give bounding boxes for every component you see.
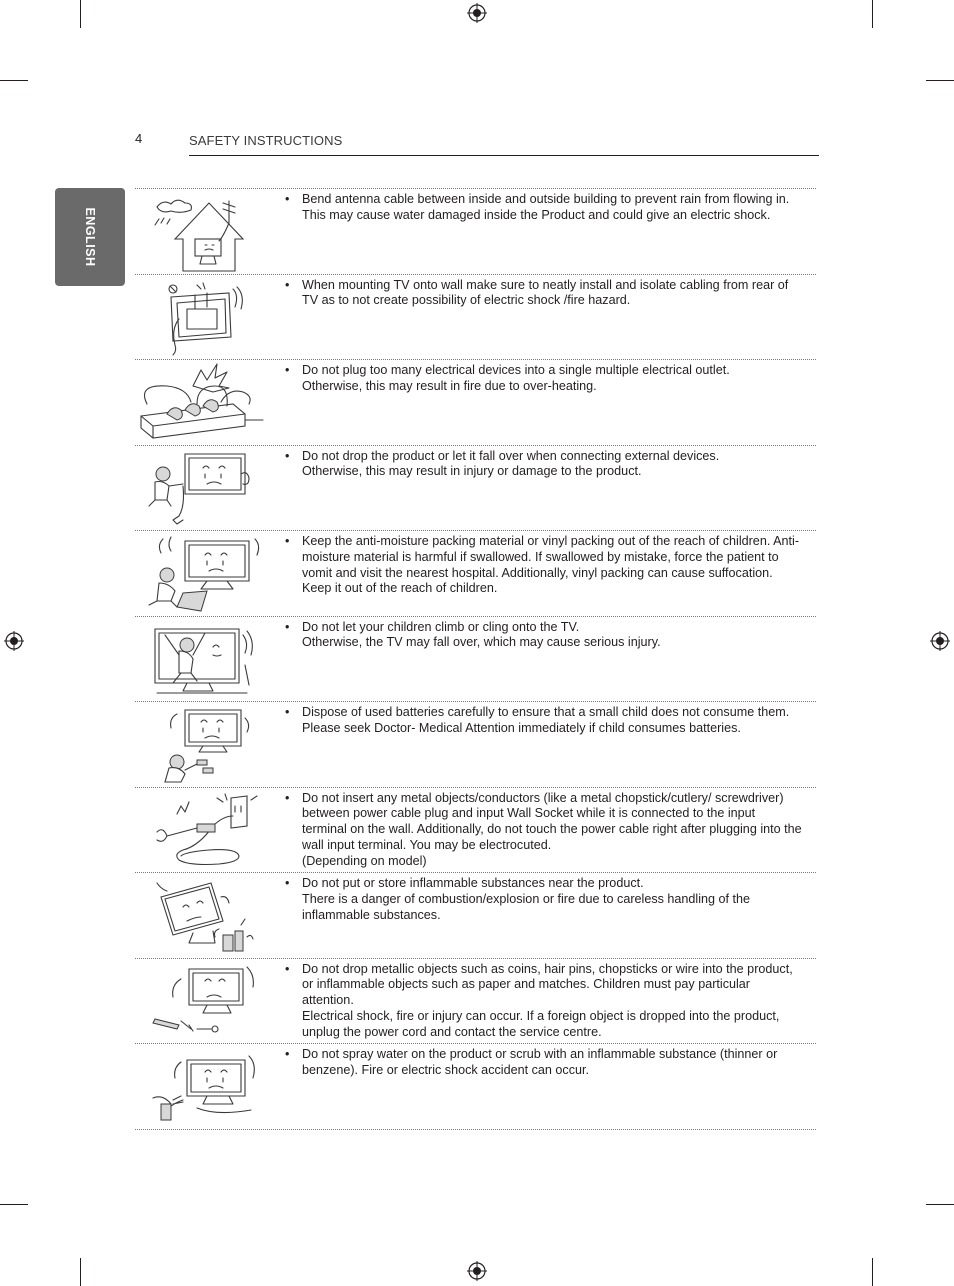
list-item [135, 701, 816, 787]
crop-mark [872, 1258, 873, 1286]
bullet-icon: • [285, 448, 290, 463]
instruction-text: (Depending on model) [302, 853, 427, 868]
crop-mark [80, 1258, 81, 1286]
instruction-text: Do not plug too many electrical devices into a single multiple electrical outlet. [302, 363, 730, 377]
bullet-icon: • [285, 790, 290, 805]
crop-mark [926, 80, 954, 81]
instruction-text: Keep the anti-moisture packing material or vinyl packing out of the reach of children. Anti-moisture material is harmful if swallowed. If swallowed by mistake, force the patient to vomit and visit the nearest hospital. Additionally, vinyl packing can cause suffocation. Keep it out of the reach of children. [302, 534, 800, 596]
tv-near-flammables-icon [137, 877, 265, 955]
registration-mark-icon [467, 3, 487, 23]
instruction-text: When mounting TV onto wall make sure to neatly install and isolate cabling from rear of TV as to not create possibility of electric shock /fire hazard. [302, 277, 789, 308]
list-item [135, 616, 816, 702]
instruction-text: Do not drop metallic objects such as coins, hair pins, chopsticks or wire into the product, or inflammable objects such as paper and matches. Children must pay particular attention. [302, 961, 793, 1008]
list-item [135, 787, 816, 873]
list-item [135, 530, 816, 616]
instruction-text: Do not put or store inflammable substances near the product. [302, 876, 644, 890]
crop-mark [0, 80, 28, 81]
bullet-icon: • [285, 961, 290, 976]
list-item [135, 188, 816, 274]
list-item [135, 872, 816, 958]
header-divider [189, 155, 819, 156]
list-item [135, 958, 816, 1044]
child-pulling-tv-cable-icon [137, 450, 265, 528]
safety-instruction-list [135, 188, 816, 1130]
instruction-text: Otherwise, this may result in injury or damage to the product. [302, 464, 642, 479]
section-title: SAFETY INSTRUCTIONS [189, 133, 343, 148]
metal-object-in-socket-icon [137, 792, 265, 870]
bullet-icon: • [285, 363, 290, 377]
instruction-text: Do not spray water on the product or scrub with an inflammable substance (thinner or benzene). Fire or electric shock accident can occur. [302, 1047, 778, 1077]
instruction-text: Bend antenna cable between inside and outside building to prevent rain from flowing in. [302, 192, 790, 206]
instruction-text: Electrical shock, fire or injury can occur. If a foreign object is dropped into the product, unplug the power cord and contact the service centre. [302, 1008, 780, 1039]
spraying-water-on-tv-icon [137, 1048, 265, 1126]
list-item [135, 274, 816, 360]
instruction-text: Do not insert any metal objects/conductors (like a metal chopstick/cutlery/ screwdriver) between power cable plug and input Wall Socket while it is connected to the input terminal on the wall. Additionally, do not touch the power cable right after plugging into the wall input terminal. You may be electrocuted. [302, 790, 802, 852]
bullet-icon: • [285, 277, 290, 292]
list-item [135, 1043, 816, 1130]
list-item [135, 359, 816, 445]
instruction-text: Please seek Doctor- Medical Attention immediately if child consumes batteries. [302, 720, 741, 735]
crop-mark [926, 1204, 954, 1205]
instruction-text: There is a danger of combustion/explosion or fire due to careless handling of the inflammable substances. [302, 891, 751, 922]
tv-house-antenna-rain-icon [137, 193, 265, 271]
instruction-text: Dispose of used batteries carefully to ensure that a small child does not consume them. [302, 705, 790, 719]
instruction-text: Do not let your children climb or cling onto the TV. [302, 619, 580, 634]
child-with-vinyl-packing-icon [137, 535, 265, 613]
instruction-text: Do not drop the product or let it fall over when connecting external devices. [302, 448, 720, 463]
crop-mark [80, 0, 81, 28]
language-tab-label: ENGLISH [83, 207, 97, 267]
list-item [135, 445, 816, 531]
bullet-icon: • [285, 1047, 290, 1061]
overloaded-power-strip-icon [137, 364, 265, 442]
registration-mark-icon [930, 631, 950, 651]
bullet-icon: • [285, 534, 290, 548]
child-climbing-tv-icon [137, 621, 265, 699]
bullet-icon: • [285, 619, 290, 634]
instruction-text: This may cause water damaged inside the Product and could give an electric shock. [302, 207, 771, 222]
instruction-text: Otherwise, the TV may fall over, which may cause serious injury. [302, 635, 661, 650]
registration-mark-icon [467, 1261, 487, 1281]
page-number: 4 [135, 131, 143, 146]
tv-wall-mount-cabling-icon [137, 279, 265, 357]
instruction-text: Otherwise, this may result in fire due to over-heating. [302, 378, 597, 393]
crop-mark [0, 1204, 28, 1205]
crop-mark [872, 0, 873, 28]
child-swallowing-batteries-icon [137, 706, 265, 784]
bullet-icon: • [285, 705, 290, 719]
bullet-icon: • [285, 876, 290, 890]
bullet-icon: • [285, 192, 290, 206]
registration-mark-icon [4, 631, 24, 651]
metal-objects-dropped-into-tv-icon [137, 963, 265, 1041]
